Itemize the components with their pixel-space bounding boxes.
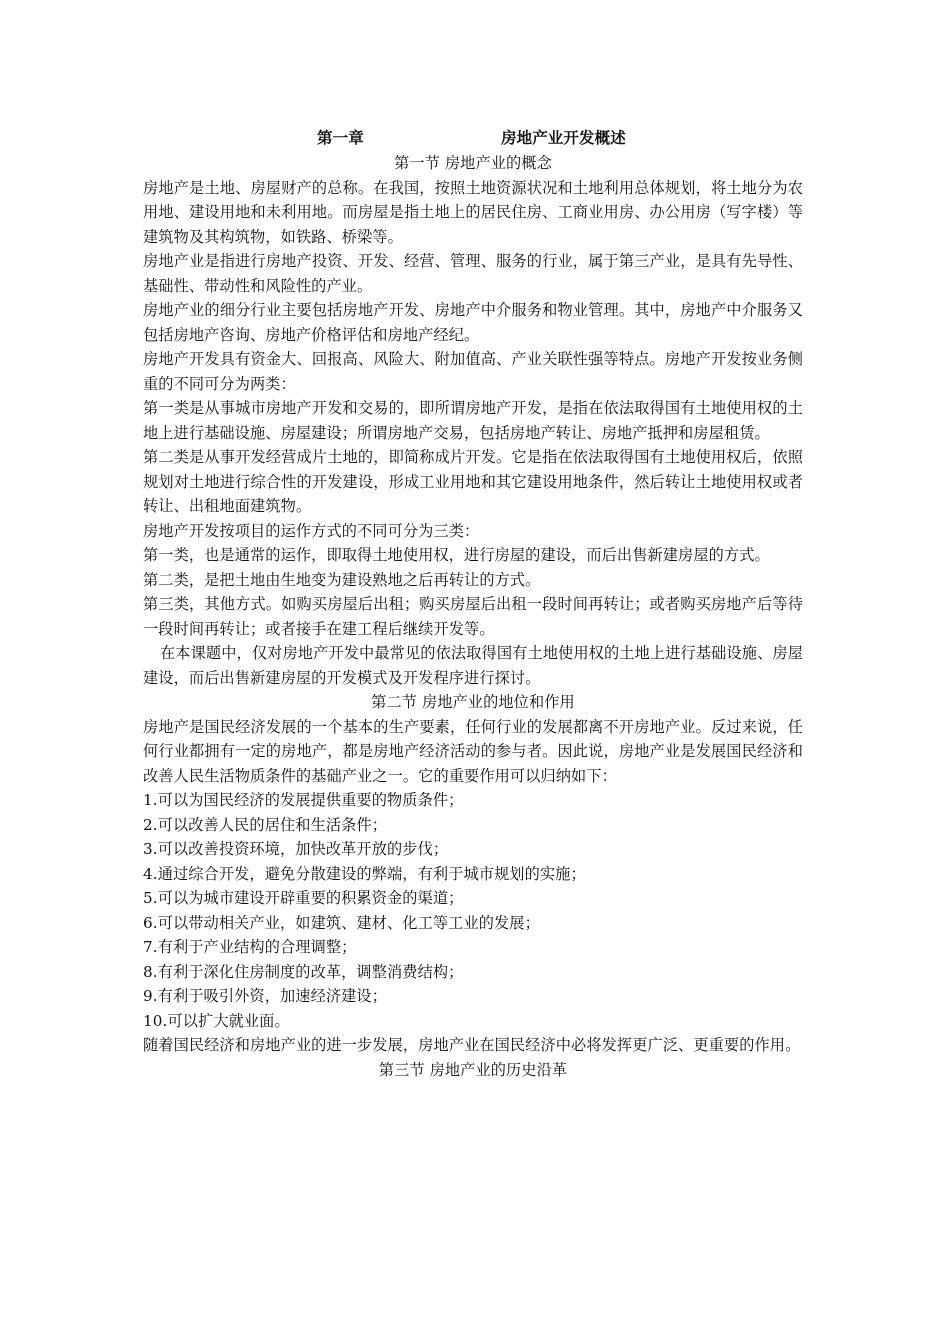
list-item: 10.可以扩大就业面。 <box>143 1011 290 1030</box>
list-item: 5.可以为城市建设开辟重要的积累资金的渠道； <box>143 889 464 907</box>
section-title: 第一节 房地产业的概念 <box>394 154 552 172</box>
list-item: 4.通过综合开发，避免分散建设的弊端，有利于城市规划的实施； <box>143 864 586 883</box>
list-item: 8.有利于深化住房制度的改革，调整消费结构； <box>143 962 464 981</box>
list-item: 9.有利于吸引外资，加速经济建设； <box>143 987 388 1005</box>
paragraph: 房地产开发按项目的运作方式的不同可分为三类： <box>143 521 480 540</box>
paragraph: 房地产开发具有资金大、回报高、风险大、附加值高、产业关联性强等特点。房地产开发按业务侧重的不同可分为两类： <box>143 350 803 393</box>
paragraph: 第一类是从事城市房地产开发和交易的，即所谓房地产开发，是指在依法取得国有土地使用权的土地上进行基础设施、房屋建设；所谓房地产交易，包括房地产转让、房地产抵押和房屋租赁。 <box>143 399 803 442</box>
chapter-number: 第一章 <box>317 128 364 147</box>
list-item: 1.可以为国民经济的发展提供重要的物质条件； <box>143 791 464 809</box>
paragraph: 房地产是土地、房屋财产的总称。在我国，按照土地资源状况和土地利用总体规划，将土地分为农用地、建设用地和未利用地。而房屋是指土地上的居民住房、工商业用房、办公用房（写字楼）等建筑物及其构筑物，如铁路、桥梁等。 <box>143 178 803 246</box>
document-page <box>143 125 803 1082</box>
paragraph: 第一类，也是通常的运作，即取得土地使用权，进行房屋的建设，而后出售新建房屋的方式。 <box>143 546 770 564</box>
paragraph: 随着国民经济和房地产业的进一步发展，房地产业在国民经济中必将发挥更广泛、更重要的作用。 <box>143 1036 801 1054</box>
paragraph: 房地产业是指进行房地产投资、开发、经营、管理、服务的行业，属于第三产业，是具有先导性、基础性、带动性和风险性的产业。 <box>143 252 803 295</box>
paragraph: 房地产业的细分行业主要包括房地产开发、房地产中介服务和物业管理。其中，房地产中介服务又包括房地产咨询、房地产价格评估和房地产经纪。 <box>143 301 803 344</box>
paragraph: 第二类是从事开发经营成片土地的，即简称成片开发。它是指在依法取得国有土地使用权后，依照规划对土地进行综合性的开发建设，形成工业用地和其它建设用地条件，然后转让土地使用权或者转让、出租地面建筑物。 <box>143 448 803 515</box>
paragraph: 第三类，其他方式。如购买房屋后出租；购买房屋后出租一段时间再转让；或者购买房地产后等待一段时间再转让；或者接手在建工程后继续开发等。 <box>143 595 803 638</box>
list-item: 2.可以改善人民的居住和生活条件； <box>143 815 388 834</box>
section-title: 第三节 房地产业的历史沿革 <box>378 1060 568 1079</box>
chapter-title: 房地产业开发概述 <box>501 128 626 147</box>
chapter-heading <box>143 125 803 151</box>
paragraph: 房地产是国民经济发展的一个基本的生产要素，任何行业的发展都离不开房地产业。反过来说，任何行业都拥有一定的房地产，都是房地产经济活动的参与者。因此说，房地产业是发展国民经济和改善人民生活物质条件的基础产业之一。它的重要作用可以归纳如下： <box>143 717 803 785</box>
section-title: 第二节 房地产业的地位和作用 <box>371 693 575 711</box>
list-item: 3.可以改善投资环境，加快改革开放的步伐； <box>143 840 449 858</box>
list-item: 6.可以带动相关产业，如建筑、建材、化工等工业的发展； <box>143 913 540 932</box>
paragraph: 第二类，是把土地由生地变为建设熟地之后再转让的方式。 <box>143 570 541 589</box>
paragraph: 在本课题中，仅对房地产开发中最常见的依法取得国有土地使用权的土地上进行基础设施、房屋建设，而后出售新建房屋的开发模式及开发程序进行探讨。 <box>143 644 803 687</box>
list-item: 7.有利于产业结构的合理调整； <box>143 938 357 956</box>
